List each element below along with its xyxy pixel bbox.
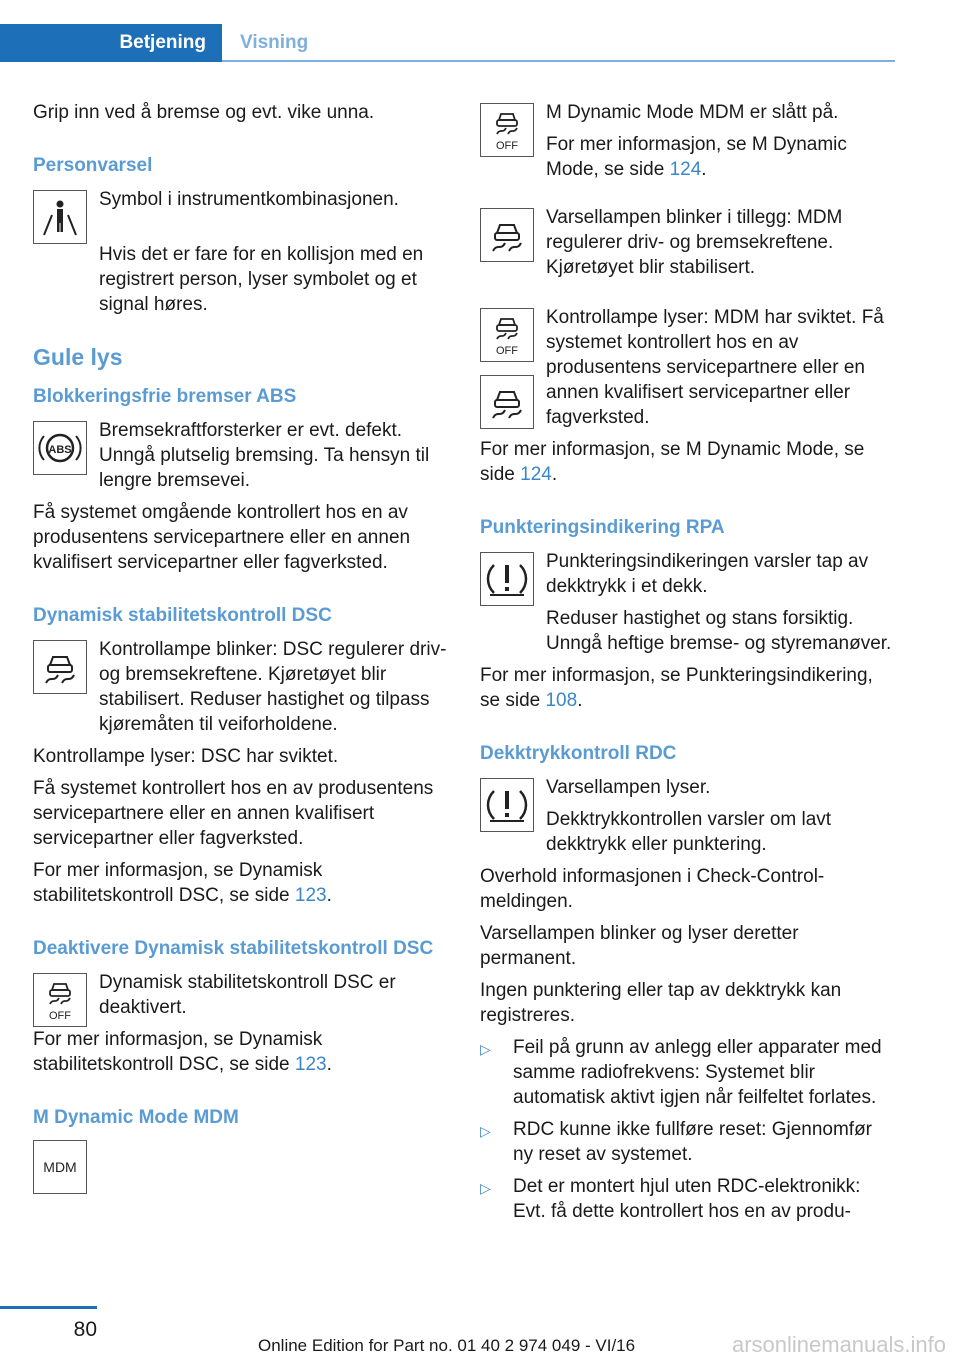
rpa-text-2: Reduser hastighet og stans forsiktig. Unngå heftige bremse- og styremanøver. (546, 608, 892, 654)
dsc-text-2: Kontrollampe lyser: DSC har sviktet. (33, 746, 339, 767)
personvarsel-text-2-span: Hvis det er fare for en kollisjon med en registrert person, lyser symbolet og et signal høres. (99, 244, 424, 315)
dsc-skid-icon (33, 640, 87, 694)
mdm-text-3: Varsellampen blinker i tillegg: MDM regulerer driv- og bremsekreftene. Kjøretøyet blir stabilisert. (546, 207, 843, 278)
mdm-page-link-1[interactable]: 124 (669, 159, 702, 180)
dsc-text-3: Få systemet kontrollert hos en av produsentens servicepartnere eller en annen kvalifisert servicepartner eller fagverksted. (33, 778, 434, 849)
dsc-page-link[interactable]: 123 (294, 885, 327, 906)
top-tab-bar (0, 0, 895, 62)
rpa-text-3-post: . (577, 690, 583, 711)
mdm-text-4: Kontrollampe lyser: MDM har sviktet. Få systemet kontrollert hos en av produsentens servicepartnere eller en annen kvalifisert servicepartner eller fagverksted. (546, 307, 884, 428)
deakt-text-2-post: . (326, 1054, 332, 1075)
mdm-skid-icon (480, 208, 534, 262)
tab-betjening[interactable]: Betjening (0, 24, 222, 62)
heading-abs: Blokkeringsfrie bremser ABS (33, 386, 297, 407)
tire-pressure-icon (480, 778, 534, 832)
list-item-text: RDC kunne ikke fullføre reset: Gjennomfør ny reset av systemet. (513, 1119, 873, 1165)
edition-text: Online Edition for Part no. 01 40 2 974 049 - VI/16 (258, 1336, 636, 1355)
dsc-text-4-pre: For mer informasjon, se Dynamisk stabilitetskontroll DSC, se side (33, 860, 323, 906)
heading-deaktivere-dsc: Deaktivere Dynamisk stabilitetskontroll DSC (33, 938, 434, 959)
heading-mdm: M Dynamic Mode MDM (33, 1107, 239, 1128)
abs-icon (33, 421, 87, 475)
list-item-text: Feil på grunn av anlegg eller apparater med samme radiofrekvens: Systemet blir automatisk aktivt igjen når feilfeltet forlates. (513, 1037, 882, 1108)
dsc-text-1: Kontrollampe blinker: DSC regulerer driv- og bremsekreftene. Kjøretøyet blir stabilisert. Reduser hastighet og tilpass kjøremåten til veiforholdene. (99, 639, 447, 735)
bullet-triangle-icon: ▷ (480, 1041, 491, 1057)
mdm-blink-block (480, 205, 895, 287)
rpa-text-1: Punkteringsindikeringen varsler tap av dekktrykk i et dekk. (546, 551, 869, 597)
dsc-off-icon (33, 973, 87, 1027)
mdm-fail-skid-icon (480, 375, 534, 429)
rdc-text-5: Ingen punktering eller tap av dekktrykk kan registreres. (480, 980, 842, 1026)
rdc-text-4: Varsellampen blinker og lyser deretter permanent. (480, 923, 799, 969)
tab-visning[interactable]: Visning (240, 32, 309, 53)
heading-rdc: Dekktrykkontroll RDC (480, 743, 677, 764)
mdm-fail-icons (480, 305, 534, 437)
abs-text-1: Bremsekraftforsterker er evt. defekt. Unngå plutselig bremsing. Ta hensyn til lengre bremsevei. (99, 420, 430, 491)
intro-text: Grip inn ved å bremse og evt. vike unna. (33, 102, 375, 123)
mdm-text-5 (480, 437, 895, 487)
watermark: arsonlinemanuals.info (731, 1332, 946, 1357)
mdm-page-link-2[interactable]: 124 (520, 464, 552, 485)
deakt-text-1: Dynamisk stabilitetskontroll DSC er deaktivert. (99, 972, 396, 1018)
mdm-off-label: OFF (496, 140, 518, 152)
deakt-text-2-pre: For mer informasjon, se Dynamisk stabilitetskontroll DSC, se side (33, 1029, 323, 1075)
rdc-bullet-list (480, 1035, 895, 1224)
dsc-text-4-post: . (326, 885, 332, 906)
mdm-text-2 (546, 132, 895, 182)
rdc-text-1: Varsellampen lyser. (546, 777, 711, 798)
left-column (33, 100, 448, 1194)
abs-block (33, 418, 448, 500)
footer-accent-line (0, 1306, 97, 1309)
mdm-text-5-pre: For mer informasjon, se M Dynamic Mode, se side (480, 439, 865, 485)
list-item-text: Det er montert hjul uten RDC-elektronikk: Evt. få dette kontrollert hos en av produ- (513, 1176, 861, 1222)
heading-gule-lys: Gule lys (33, 344, 123, 370)
rpa-block (480, 549, 895, 606)
deakt-text-2 (33, 1027, 448, 1077)
list-item (480, 1117, 895, 1167)
rpa-text-3 (480, 663, 895, 713)
list-item (480, 1035, 895, 1110)
personvarsel-text-2 (33, 242, 448, 317)
mdm-icon-label: MDM (43, 1158, 77, 1175)
dsc-block (33, 637, 448, 744)
personvarsel-text-1: Symbol i instrumentkombinasjonen. (99, 189, 399, 210)
tab-underline (222, 60, 895, 62)
mdm-fail-block (480, 305, 895, 437)
mdm-off-icon (480, 103, 534, 157)
mdm-fail-off-icon (480, 308, 534, 362)
right-column (480, 100, 895, 1231)
rpa-text-3-pre: For mer informasjon, se Punkteringsindikering, se side (480, 665, 873, 711)
rdc-text-3: Overhold informasjonen i Check-Control-meldingen. (480, 866, 825, 912)
bullet-triangle-icon: ▷ (480, 1123, 491, 1139)
bullet-triangle-icon: ▷ (480, 1180, 491, 1196)
heading-rpa: Punkteringsindikering RPA (480, 517, 725, 538)
dsc-text-4 (33, 858, 448, 908)
mdm-text-2-post: . (701, 159, 707, 180)
heading-dsc: Dynamisk stabilitetskontroll DSC (33, 605, 332, 626)
deakt-page-link[interactable]: 123 (294, 1054, 327, 1075)
abs-icon-label: ABS (48, 444, 72, 456)
heading-personvarsel: Personvarsel (33, 155, 153, 176)
deakt-block (33, 970, 448, 1027)
page-number: 80 (73, 1318, 97, 1341)
mdm-text-5-post: . (551, 464, 558, 485)
rpa-page-link[interactable]: 108 (545, 690, 578, 711)
mdm-icon (33, 1140, 87, 1194)
personvarsel-block (33, 187, 448, 244)
rdc-text-2: Dekktrykkontrollen varsler om lavt dekktrykk eller punktering. (546, 809, 832, 855)
list-item (480, 1174, 895, 1224)
mdm-text-2-pre: For mer informasjon, se M Dynamic Mode, se side (546, 134, 847, 180)
dsc-off-label: OFF (49, 1010, 71, 1022)
tire-warning-icon (480, 552, 534, 606)
mdm-on-block (480, 100, 895, 189)
mdm-fail-off-label: OFF (496, 345, 518, 357)
mdm-text-1: M Dynamic Mode MDM er slått på. (546, 102, 839, 123)
rdc-block (480, 775, 895, 864)
pedestrian-warning-icon (33, 190, 87, 244)
abs-text-2: Få systemet omgående kontrollert hos en av produsentens servicepartnere eller en annen kvalifisert servicepartner eller fagverksted. (33, 502, 411, 573)
